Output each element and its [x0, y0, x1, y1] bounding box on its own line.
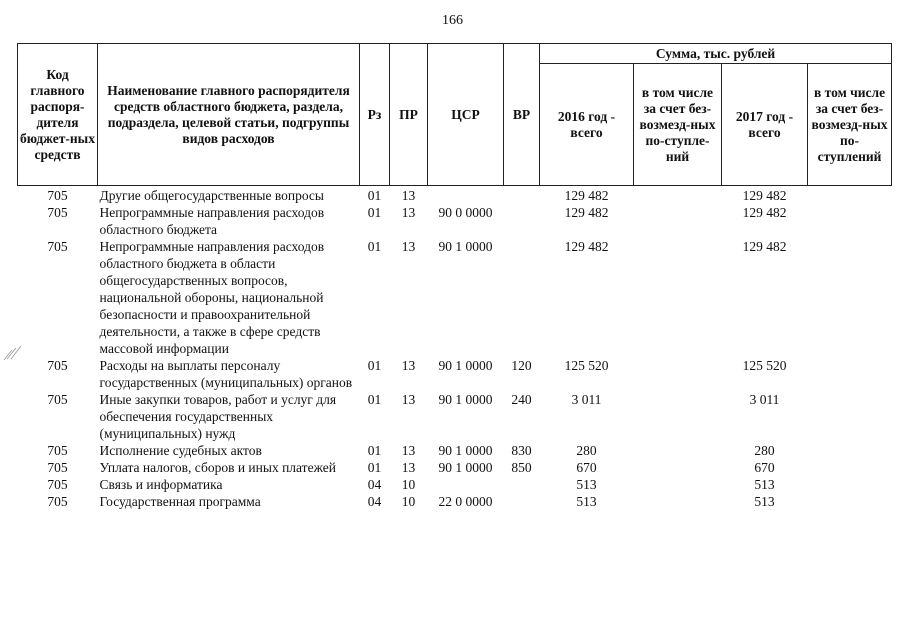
cell-csr: 90 0 0000: [438, 205, 493, 220]
cell-2017-total: 513: [754, 477, 775, 492]
table-row: [18, 476, 892, 493]
header-name: Наименование главного распорядителя средств областного бюджета, раздела, подраздела, целевой статьи, подгруппы видов расходов: [98, 44, 360, 186]
cell-vr: 850: [511, 460, 532, 475]
cell-2016-free: [634, 459, 722, 476]
header-2017-free: в том числе за счет без-возмезд-ных по-ступлений: [808, 64, 892, 186]
cell-vr: 120: [511, 358, 532, 373]
cell-2016-total: 513: [576, 477, 597, 492]
table-row: [18, 391, 892, 442]
header-sum-group: Сумма, тыс. рублей: [540, 44, 892, 64]
cell-2016-free: [634, 186, 722, 205]
cell-2016-free: [634, 442, 722, 459]
cell-2016-total: 125 520: [564, 358, 609, 373]
cell-vr: [504, 493, 540, 510]
cell-2017-free: [808, 238, 892, 357]
table-row: [18, 238, 892, 357]
header-2016-free: в том числе за счет без-возмезд-ных по-ступле-ний: [634, 64, 722, 186]
table-row: [18, 357, 892, 391]
header-code: Код главного распоря-дителя бюджет-ных средств: [18, 44, 98, 186]
cell-2017-total: 513: [754, 494, 775, 509]
cell-2016-total: 129 482: [564, 205, 609, 220]
cell-name: Связь и информатика: [99, 477, 223, 492]
cell-pr: 13: [401, 188, 416, 203]
cell-2016-free: [634, 357, 722, 391]
cell-name: Уплата налогов, сборов и иных платежей: [99, 460, 336, 475]
cell-vr: [504, 238, 540, 357]
cell-2017-free: [808, 459, 892, 476]
cell-csr: [428, 476, 504, 493]
budget-table: [17, 43, 892, 510]
cell-vr: [504, 204, 540, 238]
cell-2016-total: 280: [576, 443, 597, 458]
cell-name: Государственная программа: [99, 494, 261, 509]
cell-code: 705: [47, 460, 68, 475]
cell-code: 705: [47, 477, 68, 492]
cell-csr: 90 1 0000: [438, 392, 493, 407]
cell-2017-free: [808, 476, 892, 493]
cell-name: Непрограммные направления расходов областного бюджета в области общегосударственных вопросов, национальной обороны, национальной безопасности и правоохранительной деятельности, а также в сфере средств массовой информации: [99, 239, 325, 356]
cell-csr: 22 0 0000: [438, 494, 493, 509]
cell-2016-free: [634, 476, 722, 493]
cell-2016-total: 3 011: [571, 392, 602, 407]
cell-rz: 01: [367, 392, 382, 407]
header-rz: Рз: [360, 44, 390, 186]
cell-2017-free: [808, 442, 892, 459]
cell-2017-free: [808, 357, 892, 391]
cell-vr: 240: [511, 392, 532, 407]
header-pr: ПР: [390, 44, 428, 186]
table-header: [18, 44, 892, 186]
cell-csr: 90 1 0000: [438, 460, 493, 475]
cell-code: 705: [47, 443, 68, 458]
cell-2016-total: 513: [576, 494, 597, 509]
header-2017-total: 2017 год - всего: [722, 64, 808, 186]
cell-pr: 13: [401, 460, 416, 475]
table-row: [18, 204, 892, 238]
cell-name: Расходы на выплаты персоналу государственных (муниципальных) органов: [99, 358, 353, 390]
table-row: [18, 493, 892, 510]
cell-vr: [504, 476, 540, 493]
cell-code: 705: [47, 494, 68, 509]
cell-code: 705: [47, 358, 68, 373]
cell-rz: 01: [367, 443, 382, 458]
header-vr: ВР: [504, 44, 540, 186]
cell-pr: 13: [401, 358, 416, 373]
cell-2016-free: [634, 493, 722, 510]
cell-pr: 10: [401, 494, 416, 509]
cell-csr: [428, 186, 504, 205]
cell-pr: 13: [401, 392, 416, 407]
cell-pr: 13: [401, 239, 416, 254]
cell-pr: 13: [401, 443, 416, 458]
table-row: [18, 186, 892, 205]
cell-2016-free: [634, 391, 722, 442]
cell-name: Исполнение судебных актов: [99, 443, 262, 458]
cell-csr: 90 1 0000: [438, 443, 493, 458]
cell-name: Непрограммные направления расходов областного бюджета: [99, 205, 325, 237]
cell-name: Другие общегосударственные вопросы: [99, 188, 324, 203]
header-csr: ЦСР: [428, 44, 504, 186]
cell-2016-total: 670: [576, 460, 597, 475]
scan-mark-icon: [2, 338, 24, 362]
cell-rz: 01: [367, 358, 382, 373]
header-2016-total: 2016 год - всего: [540, 64, 634, 186]
cell-csr: 90 1 0000: [438, 239, 493, 254]
cell-2017-total: 129 482: [742, 205, 787, 220]
cell-2017-total: 3 011: [749, 392, 780, 407]
cell-2016-total: 129 482: [564, 188, 609, 203]
cell-vr: 830: [511, 443, 532, 458]
cell-code: 705: [47, 205, 68, 220]
cell-rz: 01: [367, 205, 382, 220]
cell-2016-total: 129 482: [564, 239, 609, 254]
cell-code: 705: [47, 239, 68, 254]
cell-rz: 04: [367, 477, 382, 492]
cell-rz: 04: [367, 494, 382, 509]
cell-pr: 13: [401, 205, 416, 220]
table-body: [18, 186, 892, 511]
cell-rz: 01: [367, 188, 382, 203]
cell-2017-total: 125 520: [742, 358, 787, 373]
cell-code: 705: [47, 392, 68, 407]
table-row: [18, 459, 892, 476]
cell-code: 705: [47, 188, 68, 203]
cell-2017-free: [808, 493, 892, 510]
cell-name: Иные закупки товаров, работ и услуг для обеспечения государственных (муниципальных) нужд: [99, 392, 337, 441]
cell-2017-free: [808, 391, 892, 442]
cell-2017-total: 280: [754, 443, 775, 458]
cell-2017-total: 129 482: [742, 188, 787, 203]
cell-2017-total: 670: [754, 460, 775, 475]
cell-vr: [504, 186, 540, 205]
cell-2017-total: 129 482: [742, 239, 787, 254]
cell-csr: 90 1 0000: [438, 358, 493, 373]
cell-2017-free: [808, 204, 892, 238]
cell-2017-free: [808, 186, 892, 205]
table-row: [18, 442, 892, 459]
cell-2016-free: [634, 204, 722, 238]
cell-rz: 01: [367, 460, 382, 475]
cell-pr: 10: [401, 477, 416, 492]
cell-2016-free: [634, 238, 722, 357]
page-number: 166: [442, 13, 463, 28]
cell-rz: 01: [367, 239, 382, 254]
